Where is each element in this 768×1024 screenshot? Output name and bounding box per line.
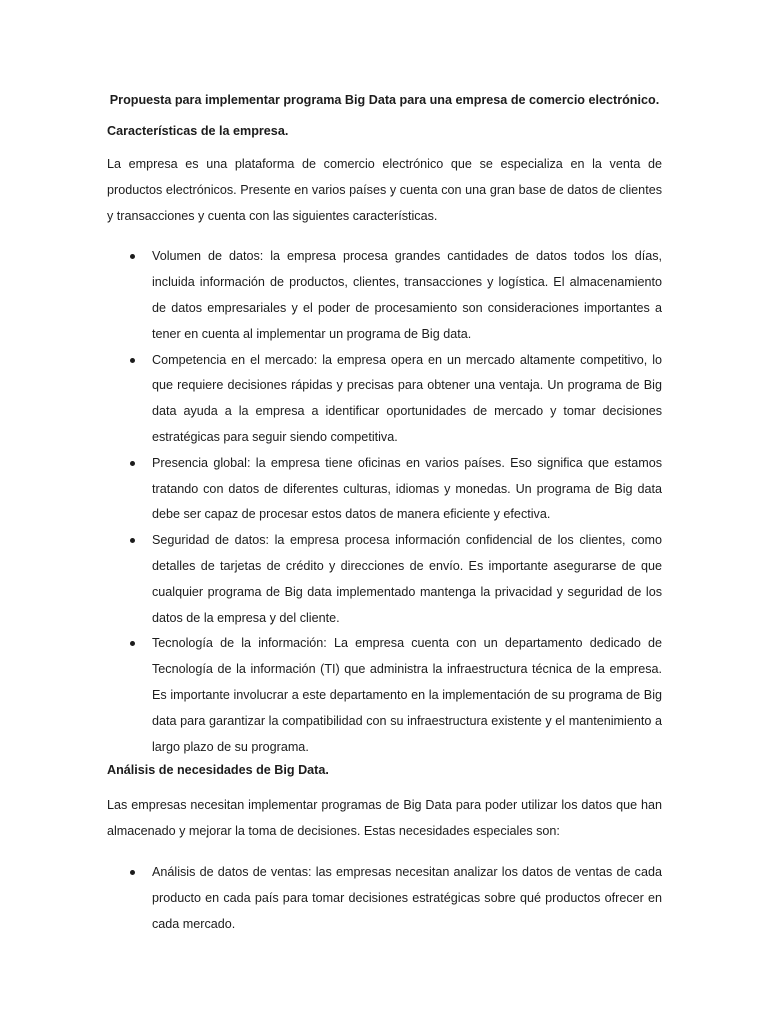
list-item-text: Volumen de datos: la empresa procesa grandes cantidades de datos todos los días, incluida información de productos, clientes, transacciones y logística. El almacenamiento de datos empresariales y el poder de procesamiento son consideraciones importantes a tener en cuenta al implementar un programa de Big data. xyxy=(152,249,662,341)
bullet-icon xyxy=(130,641,135,646)
list-item xyxy=(107,451,662,528)
section-intro-analisis: Las empresas necesitan implementar programas de Big Data para poder utilizar los datos que han almacenado y mejorar la toma de decisiones. Estas necesidades especiales son: xyxy=(107,798,662,839)
list-item-text: Tecnología de la información: La empresa cuenta con un departamento dedicado de Tecnología de la información (TI) que administra la infraestructura técnica de la empresa. Es importante involucrar a este departamento en la implementación de su programa de Big data para garantizar la compatibilidad con su infraestructura existente y el mantenimiento a largo plazo de su programa. xyxy=(152,636,662,754)
list-item xyxy=(107,860,662,937)
list-item-text: Seguridad de datos: la empresa procesa información confidencial de los clientes, como detalles de tarjetas de crédito y direcciones de envío. Es importante asegurarse de que cualquier programa de Big data implementado mantenga la privacidad y seguridad de los datos de la empresa y del cliente. xyxy=(152,533,662,625)
bullet-list-analisis xyxy=(107,860,662,937)
document-title: Propuesta para implementar programa Big Data para una empresa de comercio electrónico. xyxy=(109,93,660,107)
section-heading-caracteristicas: Características de la empresa. xyxy=(107,124,289,138)
list-item xyxy=(107,348,662,451)
bullet-list-caracteristicas xyxy=(107,244,662,760)
list-item xyxy=(107,244,662,347)
bullet-icon xyxy=(130,358,135,363)
bullet-icon xyxy=(130,254,135,259)
list-item-text: Competencia en el mercado: la empresa opera en un mercado altamente competitivo, lo que requiere decisiones rápidas y precisas para obtener una ventaja. Un programa de Big data ayuda a la empresa a identificar oportunidades de mercado y tomar decisiones estratégicas para seguir siendo competitiva. xyxy=(152,352,662,444)
bullet-icon xyxy=(130,538,135,543)
section-intro-caracteristicas: La empresa es una plataforma de comercio electrónico que se especializa en la venta de productos electrónicos. Presente en varios países y cuenta con una gran base de datos de clientes y transacciones y cuenta con las siguientes características. xyxy=(107,157,662,223)
section-heading-analisis: Análisis de necesidades de Big Data. xyxy=(107,763,329,778)
bullet-icon xyxy=(130,870,135,875)
bullet-icon xyxy=(130,461,135,466)
list-item-text: Análisis de datos de ventas: las empresas necesitan analizar los datos de ventas de cada producto en cada país para tomar decisiones estratégicas sobre qué productos ofrecer en cada mercado. xyxy=(152,864,662,931)
list-item xyxy=(107,528,662,631)
list-item-text: Presencia global: la empresa tiene oficinas en varios países. Eso significa que estamos tratando con datos de diferentes culturas, idiomas y monedas. Un programa de Big data debe ser capaz de procesar estos datos de manera eficiente y efectiva. xyxy=(152,455,662,522)
list-item xyxy=(107,631,662,760)
